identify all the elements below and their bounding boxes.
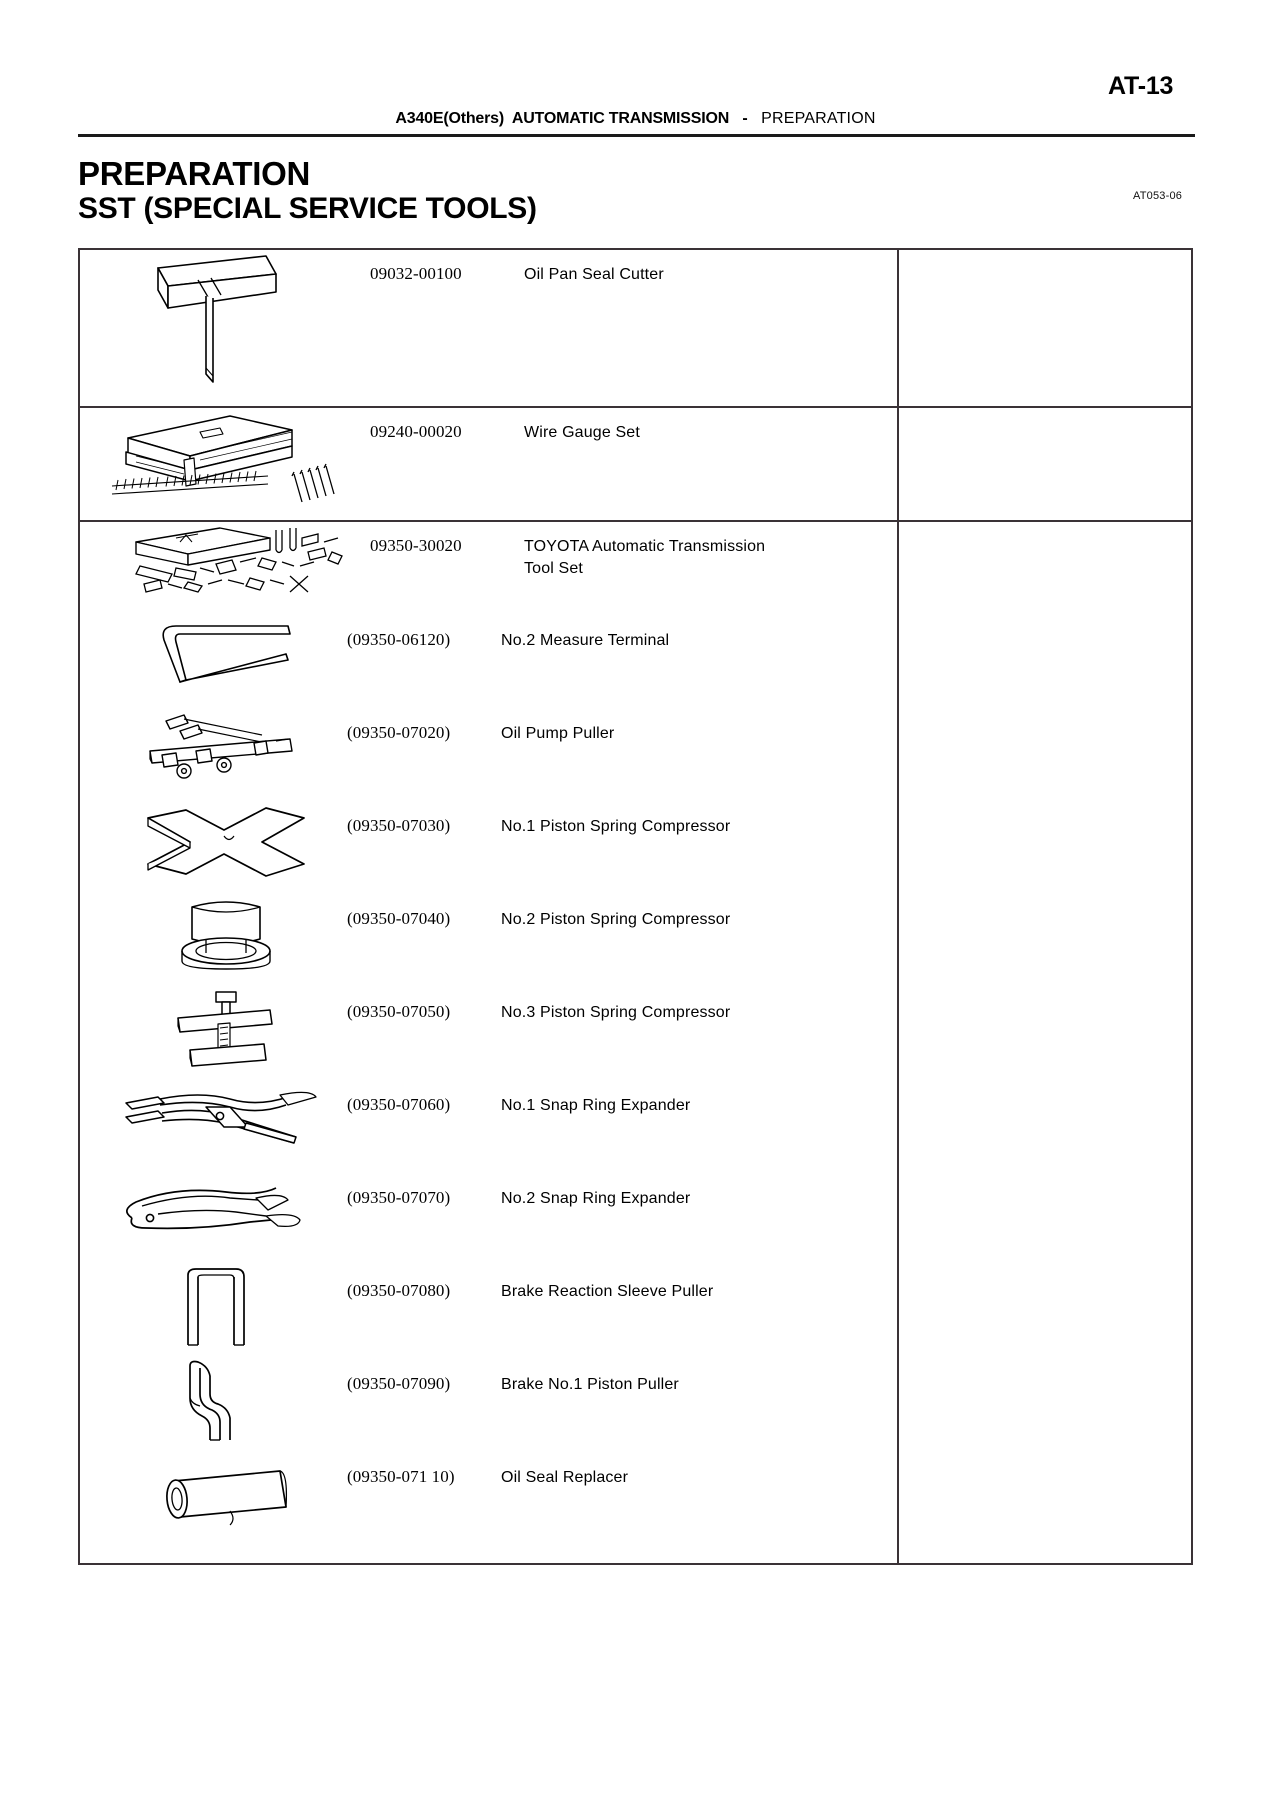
running-head-separator: -	[729, 110, 762, 127]
tool-description	[477, 1267, 897, 1303]
table-cell-tools	[80, 408, 899, 520]
figure-piston-spring-compressor-3	[80, 988, 370, 1078]
tool-description-line2: Tool Set	[524, 559, 584, 577]
table-cell-notes	[899, 408, 1191, 520]
tool-description	[477, 802, 897, 838]
header-divider	[78, 134, 1195, 137]
table-cell-tools	[80, 250, 899, 406]
part-number: (09350-07040)	[347, 909, 451, 928]
sst-table	[78, 248, 1193, 1565]
tool-description	[477, 895, 897, 931]
figure-brake-piston-puller	[80, 1360, 370, 1450]
page-title: PREPARATION	[78, 155, 310, 192]
sst-item	[80, 1267, 897, 1360]
sst-item	[80, 250, 897, 406]
figure-oil-seal-replacer	[80, 1453, 370, 1557]
part-number: 09240-00020	[370, 422, 462, 441]
table-row	[80, 250, 1191, 408]
sst-item	[80, 1453, 897, 1563]
tool-description	[477, 616, 897, 652]
sst-item	[80, 616, 897, 709]
tool-description-line1: No.2 Measure Terminal	[501, 632, 670, 649]
figure-wire-gauge-set	[80, 408, 370, 516]
tool-description	[477, 709, 897, 745]
tool-description-line1: No.1 Piston Spring Compressor	[501, 818, 731, 835]
part-number: (09350-07020)	[347, 723, 451, 742]
part-number: 09032-00100	[370, 264, 462, 283]
figure-snap-ring-expander-1	[80, 1081, 370, 1171]
table-row	[80, 408, 1191, 522]
part-number: (09350-07030)	[347, 816, 451, 835]
part-number: (09350-07070)	[347, 1188, 451, 1207]
part-number: (09350-06120)	[347, 630, 451, 649]
tool-description-line1: Brake No.1 Piston Puller	[501, 1376, 679, 1393]
tool-description-line1: Wire Gauge Set	[524, 424, 640, 441]
tool-description	[477, 1360, 897, 1396]
page-subtitle: SST (SPECIAL SERVICE TOOLS)	[78, 192, 537, 225]
document-code: AT053-06	[1133, 190, 1183, 202]
tool-description	[477, 1174, 897, 1210]
sst-item	[80, 988, 897, 1081]
table-cell-notes	[899, 522, 1191, 1563]
table-row	[80, 522, 1191, 1563]
figure-measure-terminal	[80, 616, 370, 706]
table-cell-notes	[899, 250, 1191, 406]
tool-description-line1: No.1 Snap Ring Expander	[501, 1097, 691, 1114]
figure-seal-cutter	[80, 250, 370, 400]
page-number: AT-13	[1108, 72, 1174, 100]
sst-item	[80, 408, 897, 520]
figure-oil-pump-puller	[80, 709, 370, 799]
running-head-model: A340E(Others) AUTOMATIC TRANSMISSION	[395, 110, 730, 127]
figure-snap-ring-expander-2	[80, 1174, 370, 1264]
sst-item	[80, 522, 897, 616]
part-number: (09350-071 10)	[347, 1467, 455, 1486]
tool-description	[500, 522, 897, 579]
part-number: (09350-07050)	[347, 1002, 451, 1021]
part-number: (09350-07060)	[347, 1095, 451, 1114]
sst-item	[80, 1081, 897, 1174]
table-cell-tools	[80, 522, 899, 1563]
tool-description	[500, 408, 897, 444]
tool-description	[500, 250, 897, 286]
tool-description	[477, 1081, 897, 1117]
tool-description-line1: No.2 Piston Spring Compressor	[501, 911, 731, 928]
sst-item	[80, 1360, 897, 1453]
part-number: 09350-30020	[370, 536, 462, 555]
tool-description-line1: No.3 Piston Spring Compressor	[501, 1004, 731, 1021]
sst-item	[80, 1174, 897, 1267]
part-number: (09350-07090)	[347, 1374, 451, 1393]
sst-item	[80, 709, 897, 802]
figure-piston-spring-compressor-1	[80, 802, 370, 892]
running-head-section: PREPARATION	[761, 110, 876, 127]
tool-description-line1: Oil Seal Replacer	[501, 1469, 629, 1486]
tool-description	[477, 988, 897, 1024]
tool-description	[477, 1453, 897, 1489]
figure-tool-set	[80, 522, 370, 612]
figure-brake-reaction-sleeve-puller	[80, 1267, 370, 1357]
tool-description-line1: Oil Pump Puller	[501, 725, 615, 742]
tool-description-line1: Brake Reaction Sleeve Puller	[501, 1283, 714, 1300]
sst-item	[80, 802, 897, 895]
running-head	[78, 110, 1193, 128]
tool-description-line1: TOYOTA Automatic Transmission	[524, 538, 766, 555]
part-number: (09350-07080)	[347, 1281, 451, 1300]
figure-piston-spring-compressor-2	[80, 895, 370, 985]
tool-description-line1: No.2 Snap Ring Expander	[501, 1190, 691, 1207]
tool-description-line1: Oil Pan Seal Cutter	[524, 266, 664, 283]
sst-item	[80, 895, 897, 988]
